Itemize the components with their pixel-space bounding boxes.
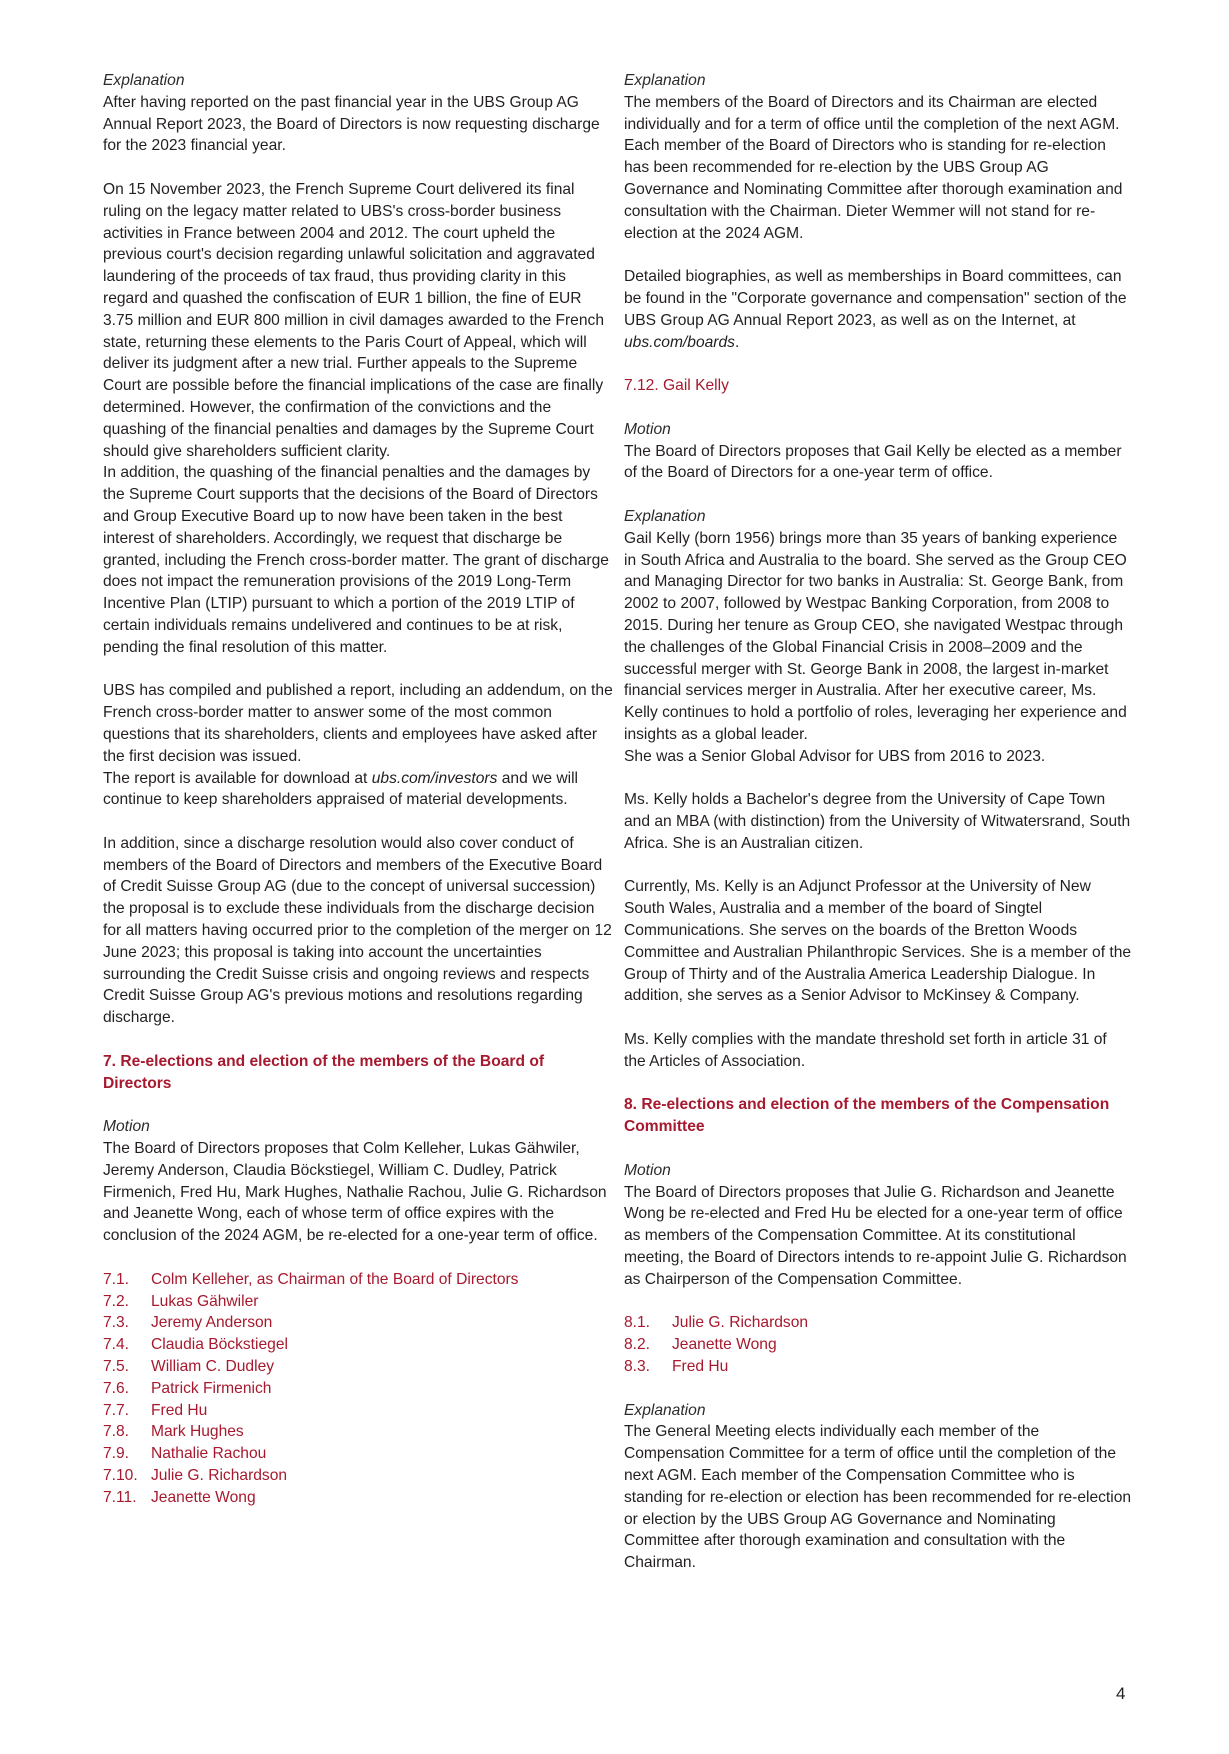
explanation-label: Explanation xyxy=(624,1401,706,1419)
list-item: 7.11. Jeanette Wong xyxy=(103,1488,256,1506)
paragraph: The report is available for download at ubs.com/investors and we will continue to keep shareholders appraised of material developments. xyxy=(103,769,578,809)
list-item: 7.6. Patrick Firmenich xyxy=(103,1379,272,1397)
paragraph: In addition, the quashing of the financial penalties and the damages by the Supreme Court supports that the decisions of the Board of Directors and Group Executive Board up to now have been taken in the best interest of shareholders. Accordingly, we request that discharge be granted, including the French cross-border matter. The grant of discharge does not impact the remuneration provisions of the 2019 Long-Term Incentive Plan (LTIP) pursuant to which a portion of the 2019 LTIP of certain individuals remains undelivered and continues to be at risk, pending the final resolution of this matter. xyxy=(103,464,609,656)
paragraph: The General Meeting elects individually each member of the Compensation Committee for a term of office until the completion of the next AGM. Each member of the Compensation Committee who is standing for re-election or election has been recommended for re-election or election by the UBS Group AG Governance and Nominating Committee after thorough examination and consultation with the Chairman. xyxy=(624,1423,1132,1572)
gail-kelly-heading: 7.12. Gail Kelly xyxy=(624,377,729,395)
paragraph: The Board of Directors proposes that Gail Kelly be elected as a member of the Board of Directors for a one-year term of office. xyxy=(624,442,1122,482)
investors-link[interactable]: ubs.com/investors xyxy=(371,769,498,787)
paragraph: The Board of Directors proposes that Colm Kelleher, Lukas Gähwiler, Jeremy Anderson, Claudia Böckstiegel, William C. Dudley, Patrick Firmenich, Fred Hu, Mark Hughes, Nathalie Rachou, Julie G. Richardson and Jeanette Wong, each of whose term of office expires with the conclusion of the 2024 AGM, be re-elected for a one-year term of office. xyxy=(103,1140,607,1245)
list-item: 7.2. Lukas Gähwiler xyxy=(103,1292,259,1310)
list-item: 7.5. William C. Dudley xyxy=(103,1358,275,1376)
explanation-label: Explanation xyxy=(103,72,185,89)
paragraph: After having reported on the past financial year in the UBS Group AG Annual Report 2023, the Board of Directors is now requesting discharge for the 2023 financial year. xyxy=(103,93,600,155)
paragraph: The members of the Board of Directors and its Chairman are elected individually and for a term of office until the completion of the next AGM. Each member of the Board of Directors who is standing for re-election has been recommended for re-election by the UBS Group AG Governance and Nominating Committee after thorough examination and consultation with the Chairman. Dieter Wemmer will not stand for re-election at the 2024 AGM. xyxy=(624,93,1123,242)
motion-label: Motion xyxy=(624,420,671,438)
list-item: 7.4. Claudia Böckstiegel xyxy=(103,1336,288,1354)
explanation-label: Explanation xyxy=(624,72,706,89)
compensation-candidates-list xyxy=(624,1312,1132,1377)
list-item: 7.1. Colm Kelleher, as Chairman of the Board of Directors xyxy=(103,1270,519,1288)
list-item: 8.3. Fred Hu xyxy=(624,1358,729,1376)
list-item: 7.8. Mark Hughes xyxy=(103,1423,244,1441)
paragraph: In addition, since a discharge resolution would also cover conduct of members of the Board of Directors and members of the Executive Board of Credit Suisse Group AG (due to the concept of universal succession) the proposal is to exclude these individuals from the discharge decision for all matters having occurred prior to the completion of the merger on 12 June 2023; this proposal is taking into account the uncertainties surrounding the Credit Suisse crisis and ongoing reviews and respects Credit Suisse Group AG's previous motions and resolutions regarding discharge. xyxy=(103,834,612,1027)
boards-link[interactable]: ubs.com/boards xyxy=(624,333,735,351)
paragraph: Gail Kelly (born 1956) brings more than 35 years of banking experience in South Africa and Australia to the board. She served as the Group CEO and Managing Director for two banks in Australia: St. George Bank, from 2002 to 2007, followed by Westpac Banking Corporation, from 2008 to 2015. During her tenure as Group CEO, she navigated Westpac through the challenges of the Global Financial Crisis in 2008–2009 and the successful merger with St. George Bank in 2008, the largest in-market financial services merger in Australia. After her executive career, Ms. Kelly continues to hold a portfolio of roles, leveraging her experience and insights as a global leader. xyxy=(624,529,1127,743)
paragraph: Ms. Kelly complies with the mandate threshold set forth in article 31 of the Articles of Association. xyxy=(624,1031,1107,1070)
paragraph: Currently, Ms. Kelly is an Adjunct Professor at the University of New South Wales, Australia and a member of the board of Singtel Communications. She serves on the boards of the Bretton Woods Committee and Australian Philanthropic Services. She is a member of the Group of Thirty and of the Australia America Leadership Dialogue. In addition, she serves as a Senior Advisor to McKinsey & Company. xyxy=(624,878,1132,1005)
paragraph: Ms. Kelly holds a Bachelor's degree from the University of Cape Town and an MBA (with distinction) from the University of Witwatersrand, South Africa. She is an Australian citizen. xyxy=(624,791,1131,852)
list-item: 7.9. Nathalie Rachou xyxy=(103,1445,267,1463)
list-item: 8.2. Jeanette Wong xyxy=(624,1336,777,1354)
list-item: 7.10. Julie G. Richardson xyxy=(103,1467,288,1484)
paragraph: UBS has compiled and published a report, including an addendum, on the French cross-border matter to answer some of the most common questions that its shareholders, clients and employees have asked after the first decision was issued. xyxy=(103,682,613,765)
list-item: 8.1. Julie G. Richardson xyxy=(624,1314,809,1332)
paragraph: The Board of Directors proposes that Julie G. Richardson and Jeanette Wong be re-elected and Fred Hu be elected for a one-year term of office as members of the Compensation Committee. At its constitutional meeting, the Board of Directors intends to re-appoint Julie G. Richardson as Chairperson of the Compensation Committee. xyxy=(624,1183,1127,1288)
right-column xyxy=(624,70,1132,1574)
motion-label: Motion xyxy=(624,1161,671,1179)
section-7-heading: 7. Re-elections and election of the members of the Board of Directors xyxy=(103,1052,545,1092)
explanation-label: Explanation xyxy=(624,507,706,525)
motion-label: Motion xyxy=(103,1118,150,1136)
left-column xyxy=(103,70,615,1509)
list-item: 7.7. Fred Hu xyxy=(103,1401,208,1419)
paragraph: On 15 November 2023, the French Supreme Court delivered its final ruling on the legacy matter related to UBS's cross-border business activities in France between 2004 and 2012. The court upheld the previous court's decision regarding unlawful solicitation and aggravated laundering of the proceeds of tax fraud, thus providing clarity in this regard and quashed the confiscation of EUR 1 billion, the fine of EUR 3.75 million and EUR 800 million in civil damages awarded to the French state, returning these elements to the Paris Court of Appeal, which will deliver its judgment after a new trial. Further appeals to the Supreme Court are possible before the financial implications of the case are finally determined. However, the confirmation of the convictions and the quashing of the financial penalties and damages by the Supreme Court should give shareholders sufficient clarity. xyxy=(103,180,604,460)
paragraph: She was a Senior Global Advisor for UBS from 2016 to 2023. xyxy=(624,747,1046,765)
paragraph: Detailed biographies, as well as memberships in Board committees, can be found in the "Corporate governance and compensation" section of the UBS Group AG Annual Report 2023, as well as on the Internet, at ubs.com/boards. xyxy=(624,268,1127,351)
section-8-heading: 8. Re-elections and election of the members of the Compensation Committee xyxy=(624,1096,1110,1136)
list-item: 7.3. Jeremy Anderson xyxy=(103,1314,273,1332)
board-candidates-list xyxy=(103,1269,615,1509)
page-number: 4 xyxy=(1116,1684,1126,1703)
